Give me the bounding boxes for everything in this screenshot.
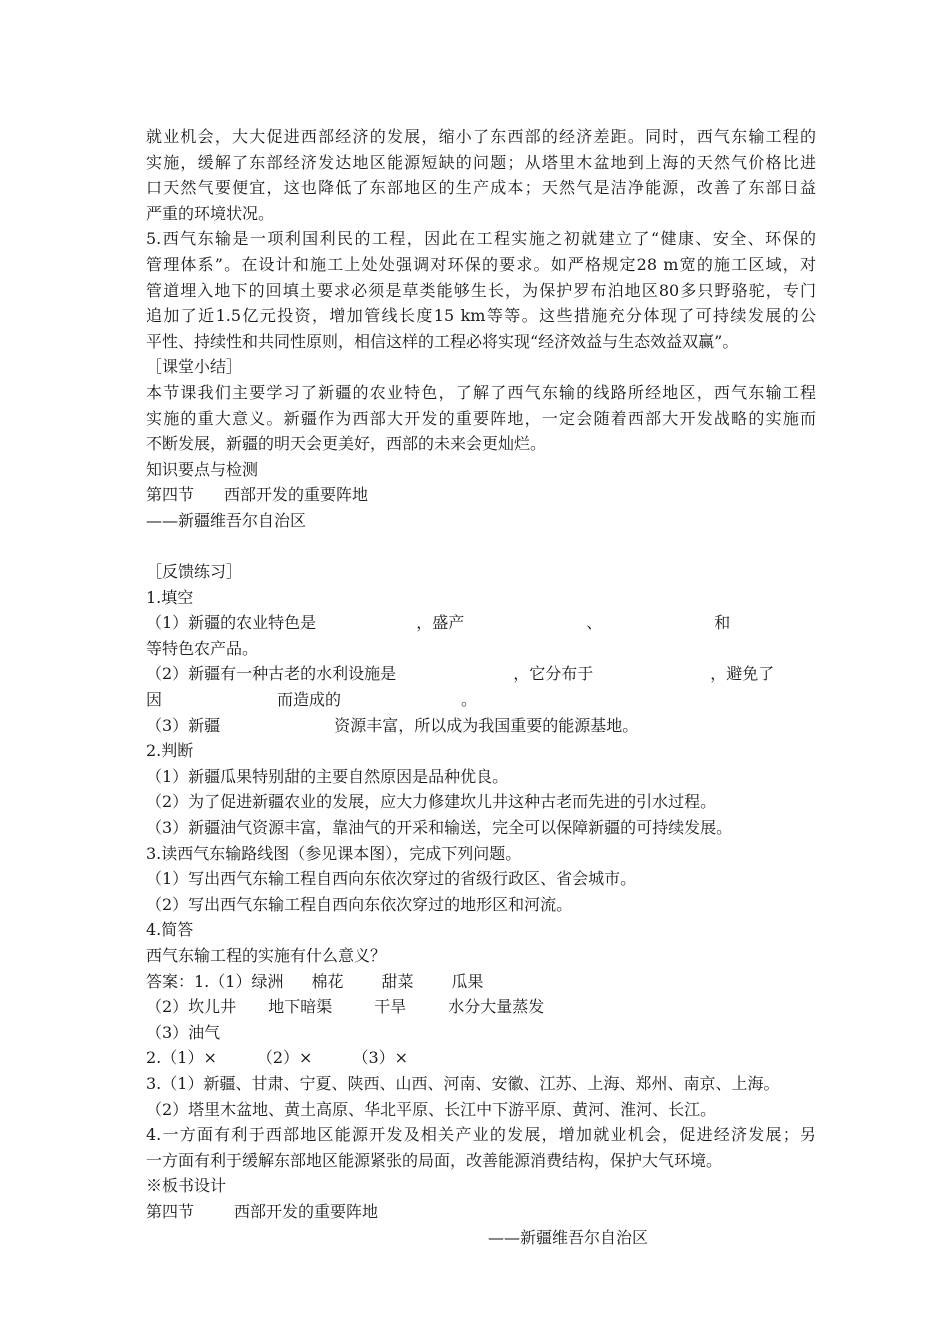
answer-text: （3）×: [352, 1048, 409, 1068]
answer-text: 答案：1.（1）绿洲: [146, 971, 284, 991]
prompt-text: ，避免了: [710, 664, 775, 684]
text-line: 严重的环境状况。: [146, 203, 275, 223]
answer-text: 水分大量蒸发: [448, 997, 545, 1017]
question-1-3: [146, 713, 816, 739]
board-section-heading: [146, 1199, 816, 1225]
answer-text: （2）×: [256, 1048, 313, 1068]
prompt-text: 而造成的: [277, 690, 342, 710]
board-subtitle: ——新疆维吾尔自治区: [488, 1227, 649, 1247]
summary-heading: ［课堂小结］: [146, 357, 243, 377]
board-label: 第四节: [146, 1201, 195, 1221]
section-subtitle: ——新疆维吾尔自治区: [146, 510, 307, 530]
text-line: 不断发展，新疆的明天会更美好，西部的未来会更灿烂。: [146, 434, 547, 454]
question-2-item: （1）新疆瓜果特别甜的主要自然原因是品种优良。: [146, 766, 509, 786]
text-line: 5.西气东输是一项利国利民的工程，因此在工程实施之初就建立了“健康、安全、环保的: [146, 229, 816, 249]
prompt-text: （1）新疆的农业特色是: [146, 613, 317, 633]
answer-4: 4.一方面有利于西部地区能源开发及相关产业的发展，增加就业机会，促进经济发展；另: [146, 1125, 816, 1145]
text-line: 平性、持续性和共同性原则，相信这样的工程必将实现“经济效益与生态效益双赢”。: [146, 331, 739, 351]
answer-text: 瓜果: [451, 971, 484, 991]
prompt-text: （2）新疆有一种古老的水利设施是: [146, 664, 397, 684]
section-title: 西部开发的重要阵地: [224, 485, 369, 505]
paragraph-environment: [146, 226, 816, 354]
feedback-heading: ［反馈练习］: [146, 562, 243, 582]
question-1-1: [146, 610, 816, 636]
question-4-text: 西气东输工程的实施有什么意义？: [146, 946, 387, 965]
prompt-text: 资源丰富，所以成为我国重要的能源基地。: [334, 715, 639, 735]
question-3-title: 3.读西气东输路线图（参见课本图），完成下列问题。: [146, 843, 522, 863]
answer-4-continuation: 一方面有利于缓解东部地区能源紧张的局面，改善能源消费结构，保护大气环境。: [146, 1150, 723, 1170]
question-1-1-continuation: 等特色农产品。: [146, 638, 259, 658]
answer-3-1: 3.（1）新疆、甘肃、宁夏、陕西、山西、河南、安徽、江苏、上海、郑州、南京、上海。: [146, 1073, 780, 1093]
summary-paragraph: [146, 380, 816, 457]
prompt-text: ，盛产: [416, 613, 465, 633]
knowledge-title: 知识要点与检测: [146, 459, 259, 479]
question-2-item: （2）为了促进新疆农业的发展，应大力修建坎儿井这种古老而先进的引水过程。: [146, 792, 717, 812]
prompt-text: 、: [586, 613, 603, 633]
text-line: 实施的重大意义。新疆作为西部大开发的重要阵地，一定会随着西部大开发战略的实施而: [146, 408, 816, 428]
question-1-2: [146, 661, 816, 687]
question-2-item: （3）新疆油气资源丰富，靠油气的开采和输送，完全可以保障新疆的可持续发展。: [146, 818, 733, 838]
section-heading: [146, 482, 816, 508]
text-line: 本节课我们主要学习了新疆的农业特色，了解了西气东输的线路所经地区，西气东输工程: [146, 382, 816, 402]
answer-1-2: [146, 994, 816, 1020]
text-line: 就业机会，大大促进西部经济的发展，缩小了东西部的经济差距。同时，西气东输工程的: [146, 127, 816, 146]
question-1-2-continuation: [146, 687, 816, 713]
answer-text: 干旱: [374, 997, 407, 1017]
answer-text: 甜菜: [381, 971, 414, 991]
section-label: 第四节: [146, 485, 195, 505]
answer-2: [146, 1045, 816, 1071]
question-1-title: 1.填空: [146, 587, 194, 607]
answer-1-1: [146, 969, 816, 995]
text-line: 管理体系”。在设计和施工上处处强调对环保的要求。如严格规定28 m宽的施工区域，对: [146, 254, 816, 274]
prompt-text: ，它分布于: [513, 664, 594, 684]
prompt-text: （3）新疆: [146, 715, 221, 735]
answer-text: 地下暗渠: [268, 997, 333, 1017]
paragraph-benefits: [146, 124, 816, 226]
answer-text: 2.（1）×: [146, 1048, 217, 1068]
text-line: 口天然气要便宜，这也降低了东部地区的生产成本；天然气是洁净能源，改善了东部日益: [146, 178, 816, 198]
prompt-text: 。: [461, 690, 478, 710]
prompt-text: 和: [714, 613, 731, 633]
document-body: [146, 124, 816, 1250]
answer-text: （2）坎儿井: [146, 997, 237, 1017]
text-line: 实施，缓解了东部经济发达地区能源短缺的问题；从塔里木盆地到上海的天然气价格比进: [146, 152, 816, 172]
answer-1-3: （3）油气: [146, 1022, 221, 1042]
answer-text: 棉花: [311, 971, 344, 991]
prompt-text: 因: [146, 690, 163, 710]
question-2-title: 2.判断: [146, 741, 194, 761]
question-4-title: 4.简答: [146, 920, 194, 940]
text-line: 追加了近1.5亿元投资，增加管线长度15 km等等。这些措施充分体现了可持续发展的公: [146, 306, 816, 326]
board-title: 西部开发的重要阵地: [234, 1201, 379, 1221]
text-line: 管道埋入地下的回填土要求必须是草类能够生长，为保护罗布泊地区80多只野骆驼，专门: [146, 280, 816, 300]
question-3-item: （2）写出西气东输工程自西向东依次穿过的地形区和河流。: [146, 894, 573, 914]
answer-3-2: （2）塔里木盆地、黄土高原、华北平原、长江中下游平原、黄河、淮河、长江。: [146, 1099, 717, 1119]
board-heading: ※板书设计: [146, 1176, 227, 1196]
question-3-item: （1）写出西气东输工程自西向东依次穿过的省级行政区、省会城市。: [146, 869, 637, 889]
